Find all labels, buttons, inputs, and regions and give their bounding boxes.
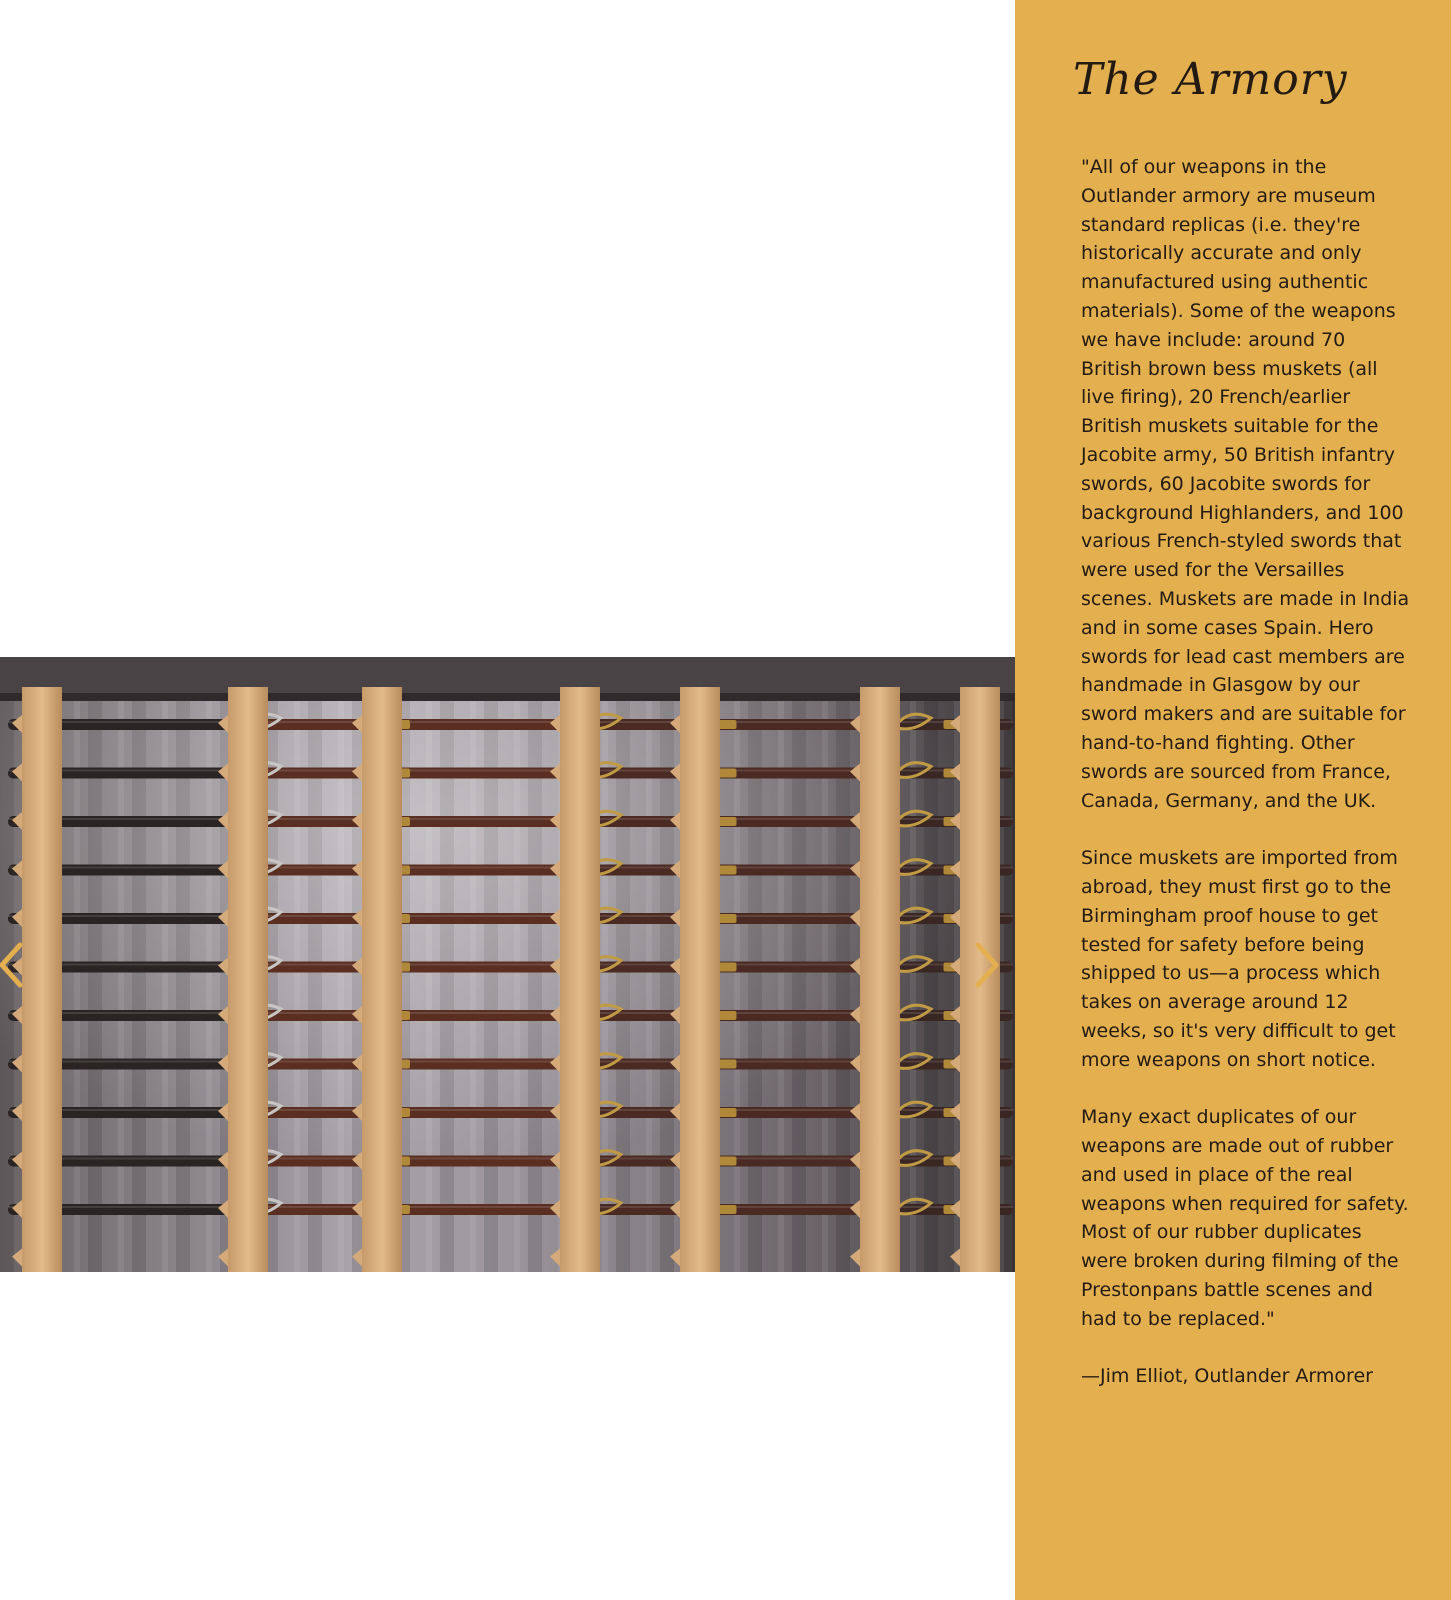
rack-upright xyxy=(680,687,720,1272)
armorer-quote xyxy=(1081,153,1411,1391)
rack-upright xyxy=(228,687,268,1272)
next-slide-button[interactable] xyxy=(966,935,1006,995)
previous-slide-button[interactable] xyxy=(0,935,34,995)
armory-info-panel xyxy=(1015,0,1451,1600)
armory-photo xyxy=(0,657,1015,1272)
chevron-left-icon xyxy=(0,935,34,995)
quote-paragraph-3: Many exact duplicates of our weapons are made out of rubber and used in place of the real weapons when required for safety. Most of our rubber duplicates were broken during filming of the Prestonpans battle scenes and had to be replaced." xyxy=(1081,1106,1409,1330)
panel-title: The Armory xyxy=(1073,54,1348,105)
quote-paragraph-2: Since muskets are imported from abroad, they must first go to the Birmingham proof house to get tested for safety before being shipped to us—a process which takes on average around 12 weeks, so it's very difficult to get more weapons on short notice. xyxy=(1081,847,1398,1071)
quote-attribution: —Jim Elliot, Outlander Armorer xyxy=(1081,1365,1373,1388)
rack-upright xyxy=(560,687,600,1272)
quote-paragraph-1: "All of our weapons in the Outlander armory are museum standard replicas (i.e. they're historically accurate and only manufactured using authentic materials). Some of the weapons we have include: around 70 British brown bess muskets (all live firing), 20 French/earlier British muskets suitable for the Jacobite army, 50 British infantry swords, 60 Jacobite swords for background Highlanders, and 100 various French-styled swords that were used for the Versailles scenes. Muskets are made in India and in some cases Spain. Hero swords for lead cast members are handmade in Glasgow by our sword makers and are suitable for hand-to-hand fighting. Other swords are sourced from France, Canada, Germany, and the UK. xyxy=(1081,156,1410,812)
rack-upright xyxy=(860,687,900,1272)
chevron-right-icon xyxy=(966,935,1006,995)
armory-photo-gallery xyxy=(0,657,1015,1272)
rack-upright xyxy=(362,687,402,1272)
